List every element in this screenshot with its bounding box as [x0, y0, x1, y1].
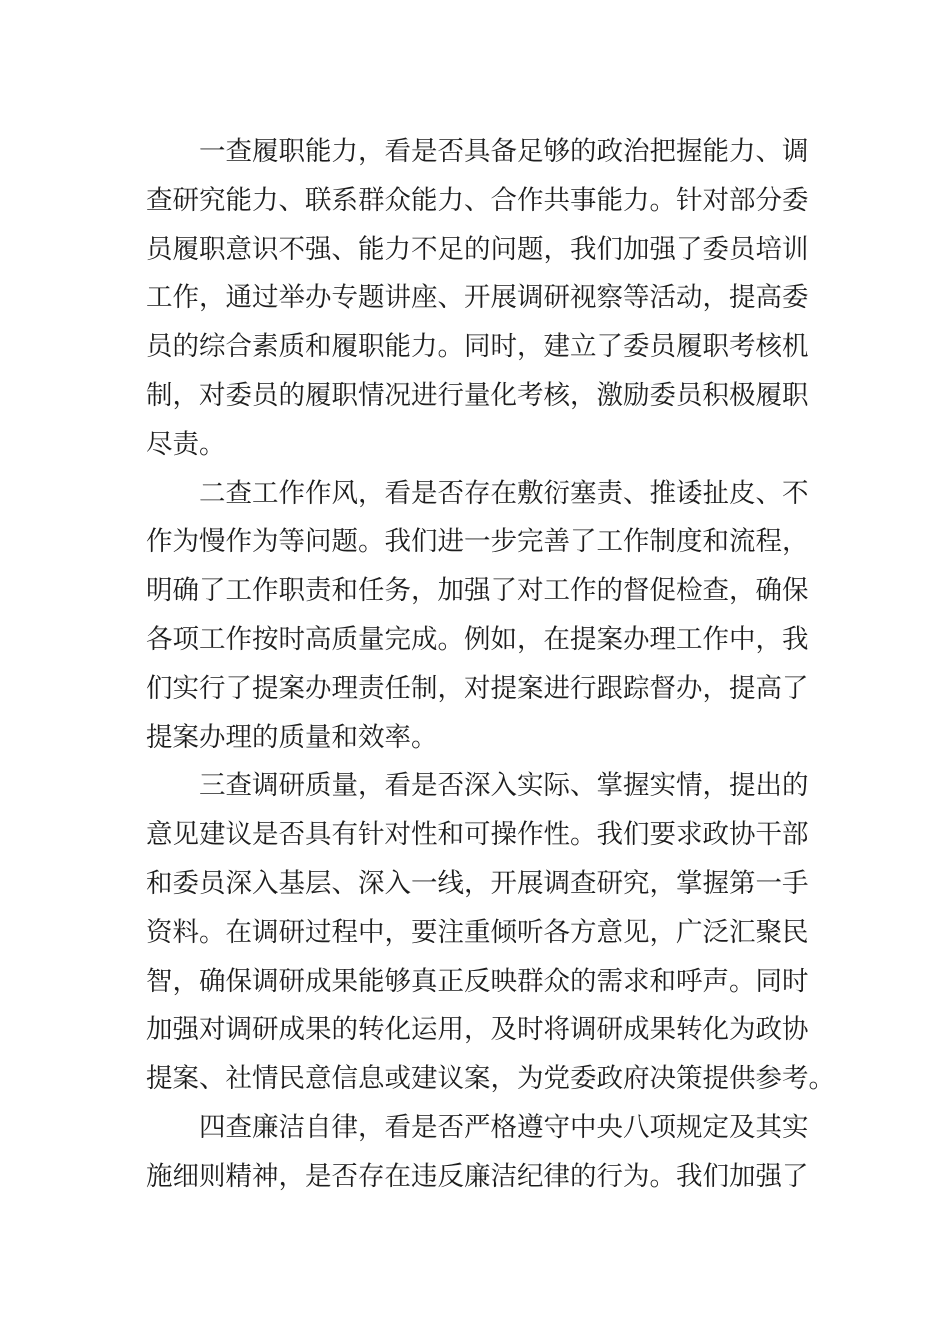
paragraph-line: 加强对调研成果的转化运用，及时将调研成果转化为政协: [146, 1014, 809, 1046]
paragraph-line: 智，确保调研成果能够真正反映群众的需求和呼声。同时: [146, 965, 809, 997]
paragraph-line: 二查工作作风，看是否存在敷衍塞责、推诿扯皮、不: [199, 477, 809, 509]
paragraph-line: 员的综合素质和履职能力。同时，建立了委员履职考核机: [146, 331, 809, 363]
paragraph-2: [146, 470, 809, 763]
paragraph-line: 提案办理的质量和效率。: [146, 721, 438, 753]
paragraph-line: 工作，通过举办专题讲座、开展调研视察等活动，提高委: [146, 282, 809, 314]
paragraph-line: 和委员深入基层、深入一线，开展调查研究，掌握第一手: [146, 867, 809, 899]
paragraph-line: 意见建议是否具有针对性和可操作性。我们要求政协干部: [146, 819, 809, 851]
paragraph-line: 资料。在调研过程中，要注重倾听各方意见，广泛汇聚民: [146, 916, 809, 948]
paragraph-line: 查研究能力、联系群众能力、合作共事能力。针对部分委: [146, 184, 809, 216]
paragraph-line: 一查履职能力，看是否具备足够的政治把握能力、调: [199, 136, 809, 167]
paragraph-line: 明确了工作职责和任务，加强了对工作的督促检查，确保: [146, 575, 809, 607]
paragraph-line: 各项工作按时高质量完成。例如，在提案办理工作中，我: [146, 623, 809, 655]
paragraph-line: 施细则精神，是否存在违反廉洁纪律的行为。我们加强了: [146, 1160, 809, 1192]
paragraph-line: 三查调研质量，看是否深入实际、掌握实情，提出的: [199, 770, 809, 802]
document-body: [146, 128, 835, 1202]
paragraph-4: [146, 1104, 809, 1202]
paragraph-line: 员履职意识不强、能力不足的问题，我们加强了委员培训: [146, 233, 809, 265]
paragraph-line: 们实行了提案办理责任制，对提案进行跟踪督办，提高了: [146, 672, 809, 704]
paragraph-line: 制，对委员的履职情况进行量化考核，激励委员积极履职: [146, 379, 809, 411]
paragraph-3: [146, 762, 835, 1104]
paragraph-line: 四查廉洁自律，看是否严格遵守中央八项规定及其实: [199, 1111, 809, 1143]
paragraph-line: 提案、社情民意信息或建议案，为党委政府决策提供参考。: [146, 1063, 835, 1095]
paragraph-line: 尽责。: [146, 428, 226, 460]
paragraph-1: [146, 128, 809, 470]
paragraph-line: 作为慢作为等问题。我们进一步完善了工作制度和流程，: [146, 526, 809, 558]
